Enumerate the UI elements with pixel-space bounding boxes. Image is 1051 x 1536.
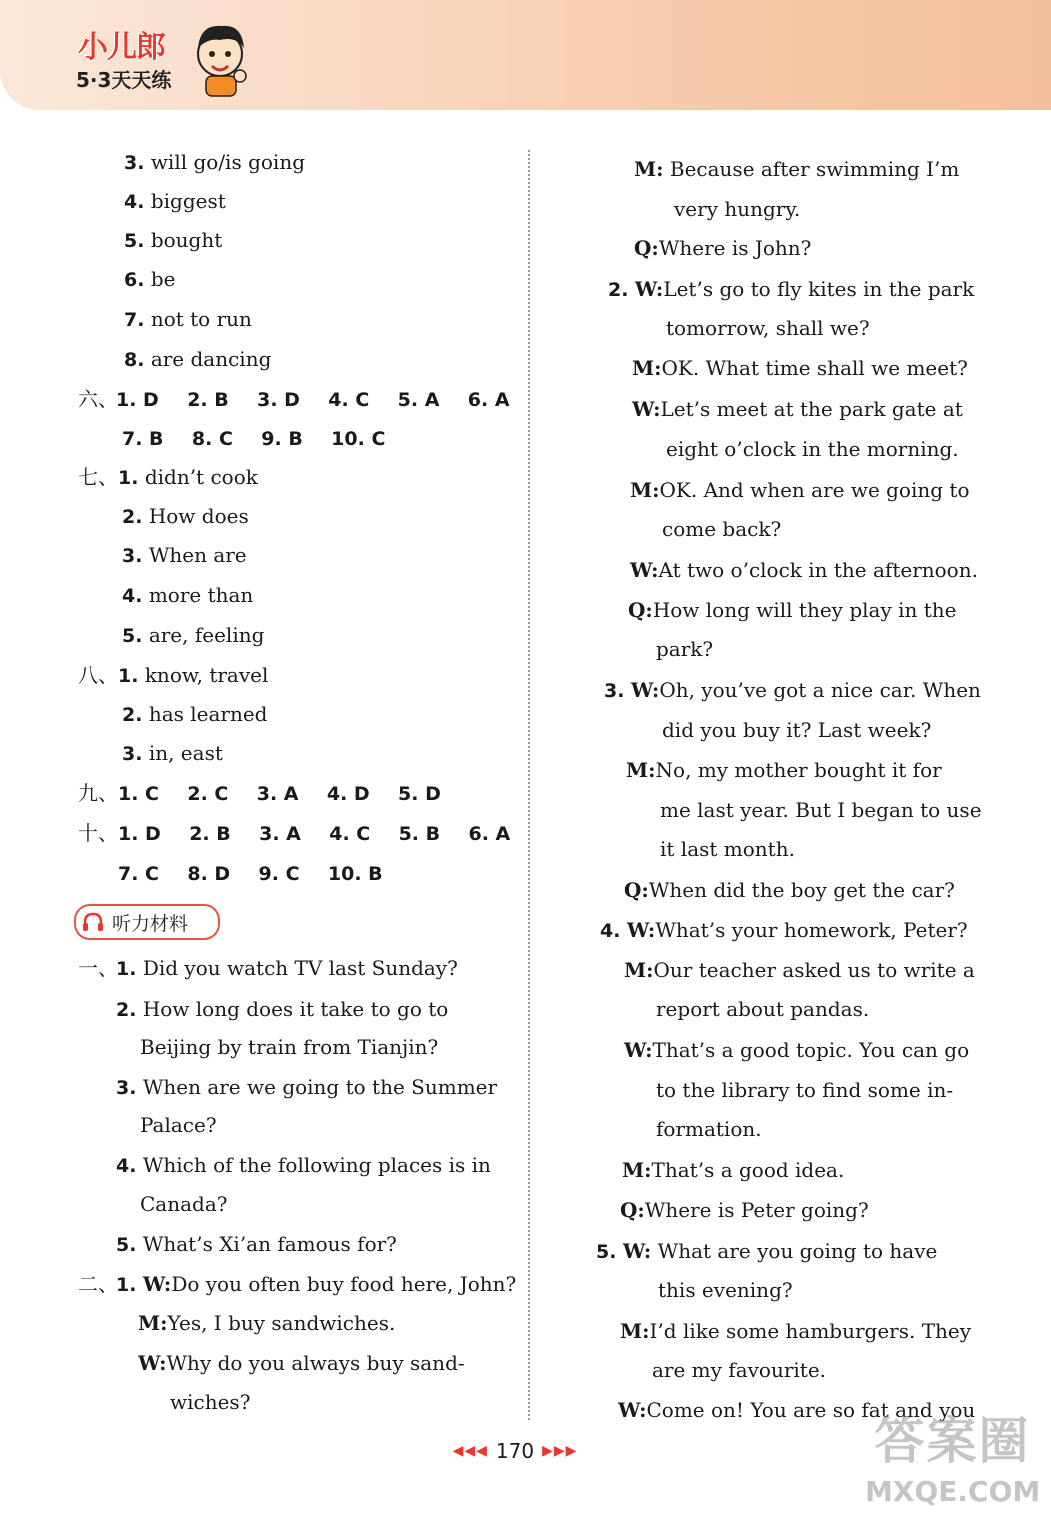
listening-q3-cont: Palace? <box>140 1113 217 1137</box>
watermark-line1: 答案圈 <box>874 1412 1031 1470</box>
dialogue-line: Q:Where is John? <box>634 236 812 260</box>
listening-q2-cont: Beijing by train from Tianjin? <box>140 1035 439 1059</box>
answer-line: 3. will go/is going <box>124 150 306 174</box>
section-seven: 七、1. didn’t cook <box>78 465 258 489</box>
listening-q1: 一、 1. Did you watch TV last Sunday? <box>78 956 458 980</box>
answer-line: 2. has learned <box>122 702 268 726</box>
answer-line: 5. are, feeling <box>122 623 265 647</box>
dialogue-line: Q:When did the boy get the car? <box>624 878 955 902</box>
prev-arrows-icon: ◀◀◀ <box>452 1443 488 1459</box>
dialogue-5-w: 5. W: What are you going to have <box>596 1239 938 1263</box>
next-arrows-icon: ▶▶▶ <box>542 1443 578 1459</box>
page-footer <box>430 1436 600 1466</box>
dialogue-4-w: 4. W:What’s your homework, Peter? <box>600 918 968 942</box>
dialogue-2-w: 2. W:Let’s go to fly kites in the park <box>608 277 975 301</box>
dialogue-line: Q:Where is Peter going? <box>620 1198 869 1222</box>
dialogue-line: M:I’d like some hamburgers. They <box>620 1319 972 1343</box>
dialogue-line: M:Our teacher asked us to write a <box>624 958 975 982</box>
listening-q5: 5. What’s Xi’an famous for? <box>116 1232 397 1256</box>
dialogue-cont: are my favourite. <box>652 1358 827 1382</box>
listening-q4: 4. Which of the following places is in <box>116 1153 491 1177</box>
listening-q3: 3. When are we going to the Summer <box>116 1075 498 1099</box>
dialogue-cont: eight o’clock in the morning. <box>666 437 959 461</box>
dialogue-line: M:OK. What time shall we meet? <box>632 356 968 380</box>
brand-subtitle: 5·3天天练 <box>76 68 172 92</box>
dialogue-cont: to the library to find some in- <box>656 1078 954 1102</box>
answer-line: 5. bought <box>124 228 223 252</box>
answer-line: 4. more than <box>122 583 254 607</box>
dialogue-line: M:That’s a good idea. <box>622 1158 845 1182</box>
dialogue-cont: very hungry. <box>674 197 801 221</box>
answer-line: 8. are dancing <box>124 347 272 371</box>
dialogue-1-w2: W:Why do you always buy sand- <box>138 1351 465 1375</box>
dialogue-cont: me last year. But I began to use <box>660 798 982 822</box>
watermark <box>865 1410 1040 1526</box>
dialogue-cont: did you buy it? Last week? <box>662 718 932 742</box>
listening-q2: 2. How long does it take to go to <box>116 997 449 1021</box>
dialogue-cont: come back? <box>662 517 782 541</box>
section-six-cont: 7. B 8. C 9. B 10. C <box>122 428 386 450</box>
dialogue-cont: this evening? <box>658 1278 793 1302</box>
brand-title: 小儿郎 <box>78 30 165 65</box>
section-ten-cont: 7. C 8. D 9. C 10. B <box>118 863 383 885</box>
dialogue-line: W:Let’s meet at the park gate at <box>632 397 963 421</box>
dialogue-line: Q:How long will they play in the <box>628 598 957 622</box>
answer-line: 6. be <box>124 267 176 291</box>
listening-material-label: 听力材料 <box>112 912 189 935</box>
dialogue-1-w2-cont: wiches? <box>170 1390 251 1414</box>
dialogue-line: M:No, my mother bought it for <box>626 758 942 782</box>
dialogue-line: W:At two o’clock in the afternoon. <box>630 558 978 582</box>
dialogue-line: M:OK. And when are we going to <box>630 478 970 502</box>
dialogue-cont: tomorrow, shall we? <box>666 316 870 340</box>
listening-q4-cont: Canada? <box>140 1192 228 1216</box>
watermark-line2: MXQE.COM <box>865 1475 1041 1508</box>
dialogue-cont: formation. <box>656 1117 762 1141</box>
dialogue-1-m: M:Yes, I buy sandwiches. <box>138 1311 396 1335</box>
section-ten: 十、1. D 2. B 3. A 4. C 5. B 6. A <box>78 821 511 845</box>
section-eight: 八、1. know, travel <box>78 663 269 687</box>
dialogue-line: W:That’s a good topic. You can go <box>624 1038 970 1062</box>
dialogue-1-w: 二、 1. W:Do you often buy food here, John? <box>78 1272 517 1296</box>
dialogue-line: M: Because after swimming I’m <box>634 157 960 181</box>
section-nine: 九、1. C 2. C 3. A 4. D 5. D <box>78 781 441 805</box>
dialogue-line: W:Come on! You are so fat and you <box>618 1398 976 1422</box>
dialogue-cont: park? <box>656 637 714 661</box>
answer-line: 2. How does <box>122 504 249 528</box>
dialogue-cont: it last month. <box>660 837 795 861</box>
dialogue-3-w: 3. W:Oh, you’ve got a nice car. When <box>604 678 981 702</box>
page-number: 170 <box>495 1439 535 1463</box>
answer-line: 3. When are <box>122 543 247 567</box>
answer-line: 3. in, east <box>122 741 223 765</box>
answer-line: 4. biggest <box>124 189 226 213</box>
section-six: 六、1. D 2. B 3. D 4. C 5. A 6. A <box>78 387 510 411</box>
dialogue-cont: report about pandas. <box>656 997 870 1021</box>
answer-line: 7. not to run <box>124 307 252 331</box>
